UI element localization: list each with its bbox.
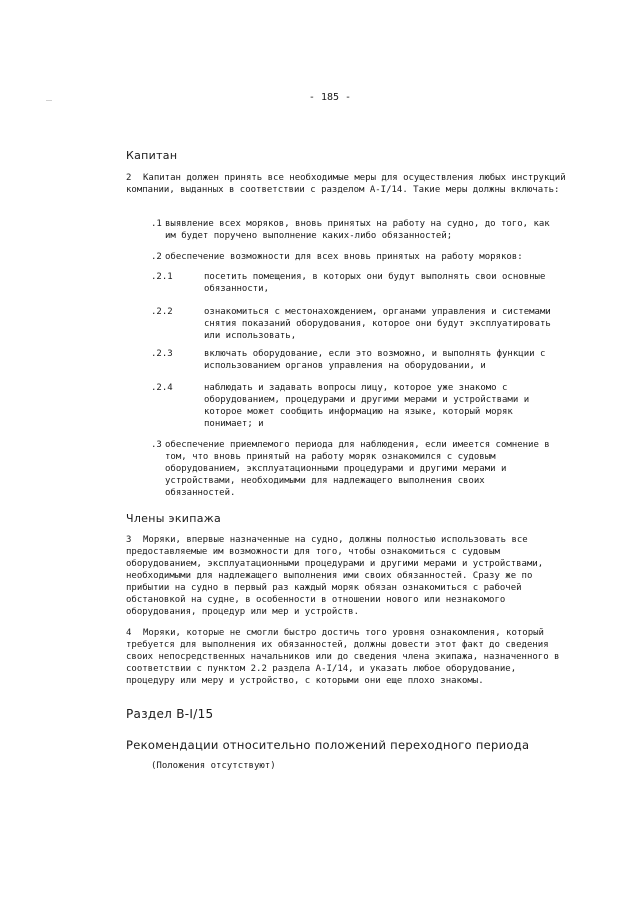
paragraph-text: Капитан должен принять все необходимые меры для осуществления любых инструкций компании, выданных в соответствии с разделом A-I/14. Такие меры должны включать: (126, 173, 566, 195)
list-item (151, 439, 553, 499)
sub-list-item (151, 382, 553, 430)
paragraph-number: 3 (126, 535, 132, 545)
paragraph-text: Моряки, которые не смогли быстро достичь того уровня ознакомления, который требуется для выполнения их обязанностей, должны довести этот факт до сведения своих непосредственных начальников или до сведения члена экипажа, назначенного в соответствии с пунктом 2.2 раздела A-I/14, и указать любое оборудование, процедуру или меру и устройство, с которыми они еще плохо знакомы. (126, 628, 560, 686)
sub-list-item-text: наблюдать и задавать вопросы лицу, которое уже знакомо с оборудованием, процедурами и другими мерами и устройствами и которое может сообщить информацию на языке, который моряк понимает; и (204, 383, 530, 429)
page-number: - 185 - (308, 92, 352, 103)
scan-mark (46, 100, 52, 101)
list-item-number: .2 (151, 252, 162, 262)
sub-list-item-text: включать оборудование, если это возможно, и выполнять функции с использованием органов управления на оборудовании, и (204, 349, 546, 371)
list-item-number: .1 (151, 219, 162, 229)
list-item-text: обеспечение приемлемого периода для наблюдения, если имеется сомнение в том, что вновь принятый на работу моряк ознакомился с судовым оборудованием, эксплуатационными процедурами и другими мерами и устройствами, необходимыми для надлежащего выполнения своих обязанностей. (165, 440, 550, 498)
heading-crew: Члены экипажа (126, 512, 222, 525)
list-item-number: .3 (151, 440, 162, 450)
sub-list-item (151, 348, 553, 372)
section-note: (Положения отсутствуют) (151, 761, 276, 771)
paragraph-4 (126, 627, 566, 687)
list-item (151, 251, 553, 263)
list-item-text: обеспечение возможности для всех вновь принятых на работу моряков: (165, 252, 523, 262)
section-subtitle: Рекомендации относительно положений переходного периода (126, 738, 530, 752)
paragraph-number: 2 (126, 173, 132, 183)
heading-captain: Капитан (126, 149, 178, 162)
paragraph-number: 4 (126, 628, 132, 638)
sub-list-item-number: .2.2 (151, 307, 173, 317)
list-item (151, 218, 553, 242)
sub-list-item-number: .2.4 (151, 383, 173, 393)
sub-list-item-text: ознакомиться с местонахождением, органами управления и системами снятия показаний оборудования, которое они будут эксплуатировать или использовать, (204, 307, 551, 341)
list-item-text: выявление всех моряков, вновь принятых на работу на судно, до того, как им будет поручено выполнение каких-либо обязанностей; (165, 219, 550, 241)
sub-list-item-number: .2.1 (151, 272, 173, 282)
sub-list-item-text: посетить помещения, в которых они будут выполнять свои основные обязанности, (204, 272, 546, 294)
sub-list-item (151, 271, 553, 295)
sub-list-item-number: .2.3 (151, 349, 173, 359)
paragraph-2 (126, 172, 566, 196)
section-title: Раздел B-I/15 (126, 707, 214, 721)
paragraph-text: Моряки, впервые назначенные на судно, должны полностью использовать все предоставляемые им возможности для того, чтобы ознакомиться с судовым оборудованием, эксплуатационными процедурами и другими мерами и устройствами, необходимыми для надлежащего выполнения ими своих обязанностей. Сразу же по прибытии на судно в первый раз каждый моряк обязан ознакомиться с рабочей обстановкой на судне, в особенности в отношении нового или незнакомого оборудования, процедур или мер и устройств. (126, 535, 544, 617)
sub-list-item (151, 306, 553, 342)
paragraph-3 (126, 534, 566, 618)
